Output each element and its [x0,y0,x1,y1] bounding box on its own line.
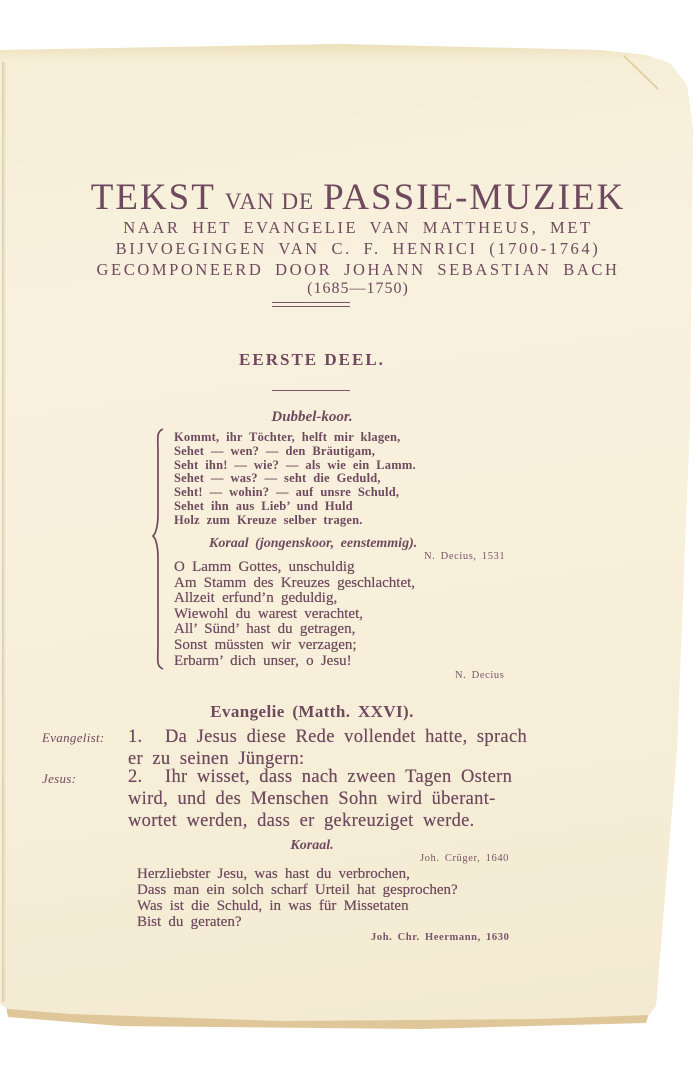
movement-heading-koraal-1: Koraal (jongenskoor, eenstemmig). [209,536,418,551]
recitative-line [128,726,527,748]
verse-number: 2. [128,767,143,787]
verse-line: Wiewohl du warest verachtet, [174,605,363,622]
title-divider-rule [272,302,350,307]
verse-line: Allzeit erfund’n geduldig, [174,590,338,607]
subtitle-line-1: NAAR HET EVANGELIE VAN MATTHEUS, MET [123,218,593,237]
evangelie-heading: Evangelie (Matth. XXVI). [210,702,414,721]
verse-line: Am Stamm des Kreuzes geschlachtet, [174,574,416,591]
verse-line: Kommt, ihr Töchter, helft mir klagen, [174,430,401,444]
recitative-2 [128,766,512,832]
verse-line: Bist du geraten? [137,913,242,930]
dubbelkoor-stanza [174,431,416,528]
koraal-1-stanza [174,560,415,669]
recitative-text: Da Jesus diese Rede vollendet hatte, sprach [165,727,528,747]
verse-line: All’ Sünd’ hast du getragen, [174,621,356,638]
verse-line: Seht! — wohin? — auf unsre Schuld, [174,485,400,500]
verse-line: Sehet — wen? — den Bräutigam, [174,443,376,458]
verse-number: 1. [128,727,143,747]
subtitle-line-2: BIJVOEGINGEN VAN C. F. HENRICI (1700-1764) [115,239,601,258]
movement-heading-dubbelkoor: Dubbel-koor. [271,409,353,425]
verse-line: Sonst müssten wir verzagen; [174,636,357,653]
verse-line: Erbarm’ dich unser, o Jesu! [174,652,352,669]
verse-line: Herzliebster Jesu, was hast du verbrochen, [137,866,410,882]
attribution-decius: N. Decius [455,670,505,681]
verse-line: Sehet ihn aus Lieb’ und Huld [174,498,353,513]
speaker-label-evangelist: Evangelist: [42,730,105,745]
part-heading: EERSTE DEEL. [239,350,385,369]
verse-line: Holz zum Kreuze selber tragen. [174,512,363,527]
composer-years: (1685—1750) [307,280,409,297]
verse-line: Dass man ein solch scharf Urteil hat gesprochen? [137,881,458,898]
recitative-1 [128,726,527,770]
verse-line: O Lamm Gottes, unschuldig [174,559,355,575]
recitative-line [128,766,512,788]
part-divider-rule [272,390,350,391]
koraal-2-stanza [137,867,458,931]
stanza-brace [151,427,165,671]
title-part-tekst: TEKST [90,177,216,218]
verse-line: Seht ihn! — wie? — als wie ein Lamm. [174,457,416,472]
title-part-passie-muziek: PASSIE-MUZIEK [323,177,626,218]
attribution-crueger: Joh. Crüger, 1640 [420,853,510,864]
verse-line: Sehet — was? — seht die Geduld, [174,471,381,486]
speaker-label-jesus: Jesus: [42,771,77,786]
attribution-decius-year: N. Decius, 1531 [424,551,506,562]
verse-line: Was ist die Schuld, in was für Missetaten [137,897,409,914]
attribution-heermann: Joh. Chr. Heermann, 1630 [371,932,510,943]
document-title [30,176,686,219]
title-part-van-de: VAN DE [224,189,315,214]
recitative-line: er zu seinen Jüngern: [128,749,305,769]
recitative-text: Ihr wisset, dass nach zween Tagen Ostern [165,767,513,787]
movement-heading-koraal-2: Koraal. [290,838,334,853]
subtitle-line-3: GECOMPONEERD DOOR JOHANN SEBASTIAN BACH [96,260,620,279]
recitative-line: wortet werden, dass er gekreuziget werde. [128,811,475,831]
recitative-line: wird, und des Menschen Sohn wird überant- [128,789,496,809]
